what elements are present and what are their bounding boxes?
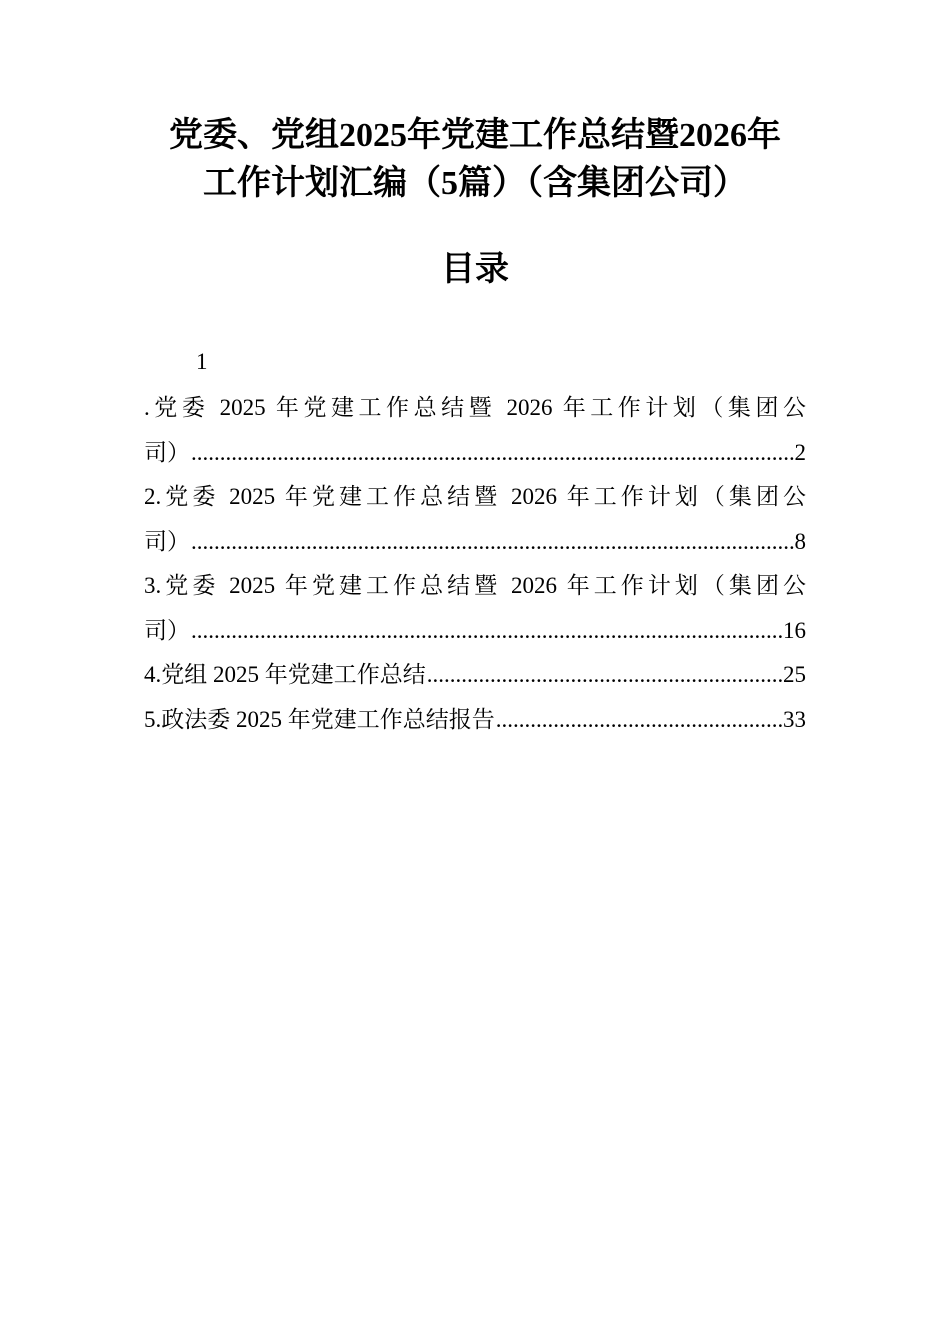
- toc-heading: 目录: [441, 251, 509, 288]
- toc-entry-title: 3.党委 2025 年党建工作总结暨 2026 年工作计划（集团公: [144, 573, 806, 598]
- table-of-contents: [144, 338, 806, 742]
- toc-entry-1[interactable]: [144, 386, 806, 475]
- toc-entry-5[interactable]: [144, 698, 806, 743]
- toc-entry-title-continued: 司）: [144, 439, 190, 465]
- toc-dot-leader: [427, 653, 782, 698]
- toc-entry-3[interactable]: [144, 564, 806, 653]
- toc-dot-leader: [191, 431, 794, 476]
- toc-entry-4[interactable]: [144, 653, 806, 698]
- toc-page-number: 8: [794, 528, 806, 554]
- toc-entry-title: 4.党组 2025 年党建工作总结: [144, 662, 426, 687]
- toc-entry-title-continued: 司）: [144, 617, 190, 643]
- toc-entry-title: 2.党委 2025 年党建工作总结暨 2026 年工作计划（集团公: [144, 484, 806, 509]
- toc-entry-title: 5.政法委 2025 年党建工作总结报告: [144, 706, 495, 732]
- toc-number-fragment: 1: [196, 349, 208, 374]
- toc-dot-leader: [496, 698, 782, 743]
- toc-entry-title-continued: 司）: [144, 528, 190, 554]
- document-title-line-2: 工作计划汇编（5篇）（含集团公司）: [203, 165, 747, 202]
- toc-dot-leader: [191, 609, 782, 654]
- toc-entry-title: .党委 2025 年党建工作总结暨 2026 年工作计划（集团公: [144, 395, 806, 420]
- toc-page-number: 33: [783, 706, 806, 732]
- toc-page-number: 2: [794, 439, 806, 465]
- toc-entry-2[interactable]: [144, 475, 806, 564]
- toc-page-number: 16: [783, 617, 806, 643]
- toc-page-number: 25: [783, 662, 806, 687]
- toc-dot-leader: [191, 520, 794, 565]
- document-title: [120, 112, 830, 208]
- document-title-line-1: 党委、党组2025年党建工作总结暨2026年: [169, 117, 781, 154]
